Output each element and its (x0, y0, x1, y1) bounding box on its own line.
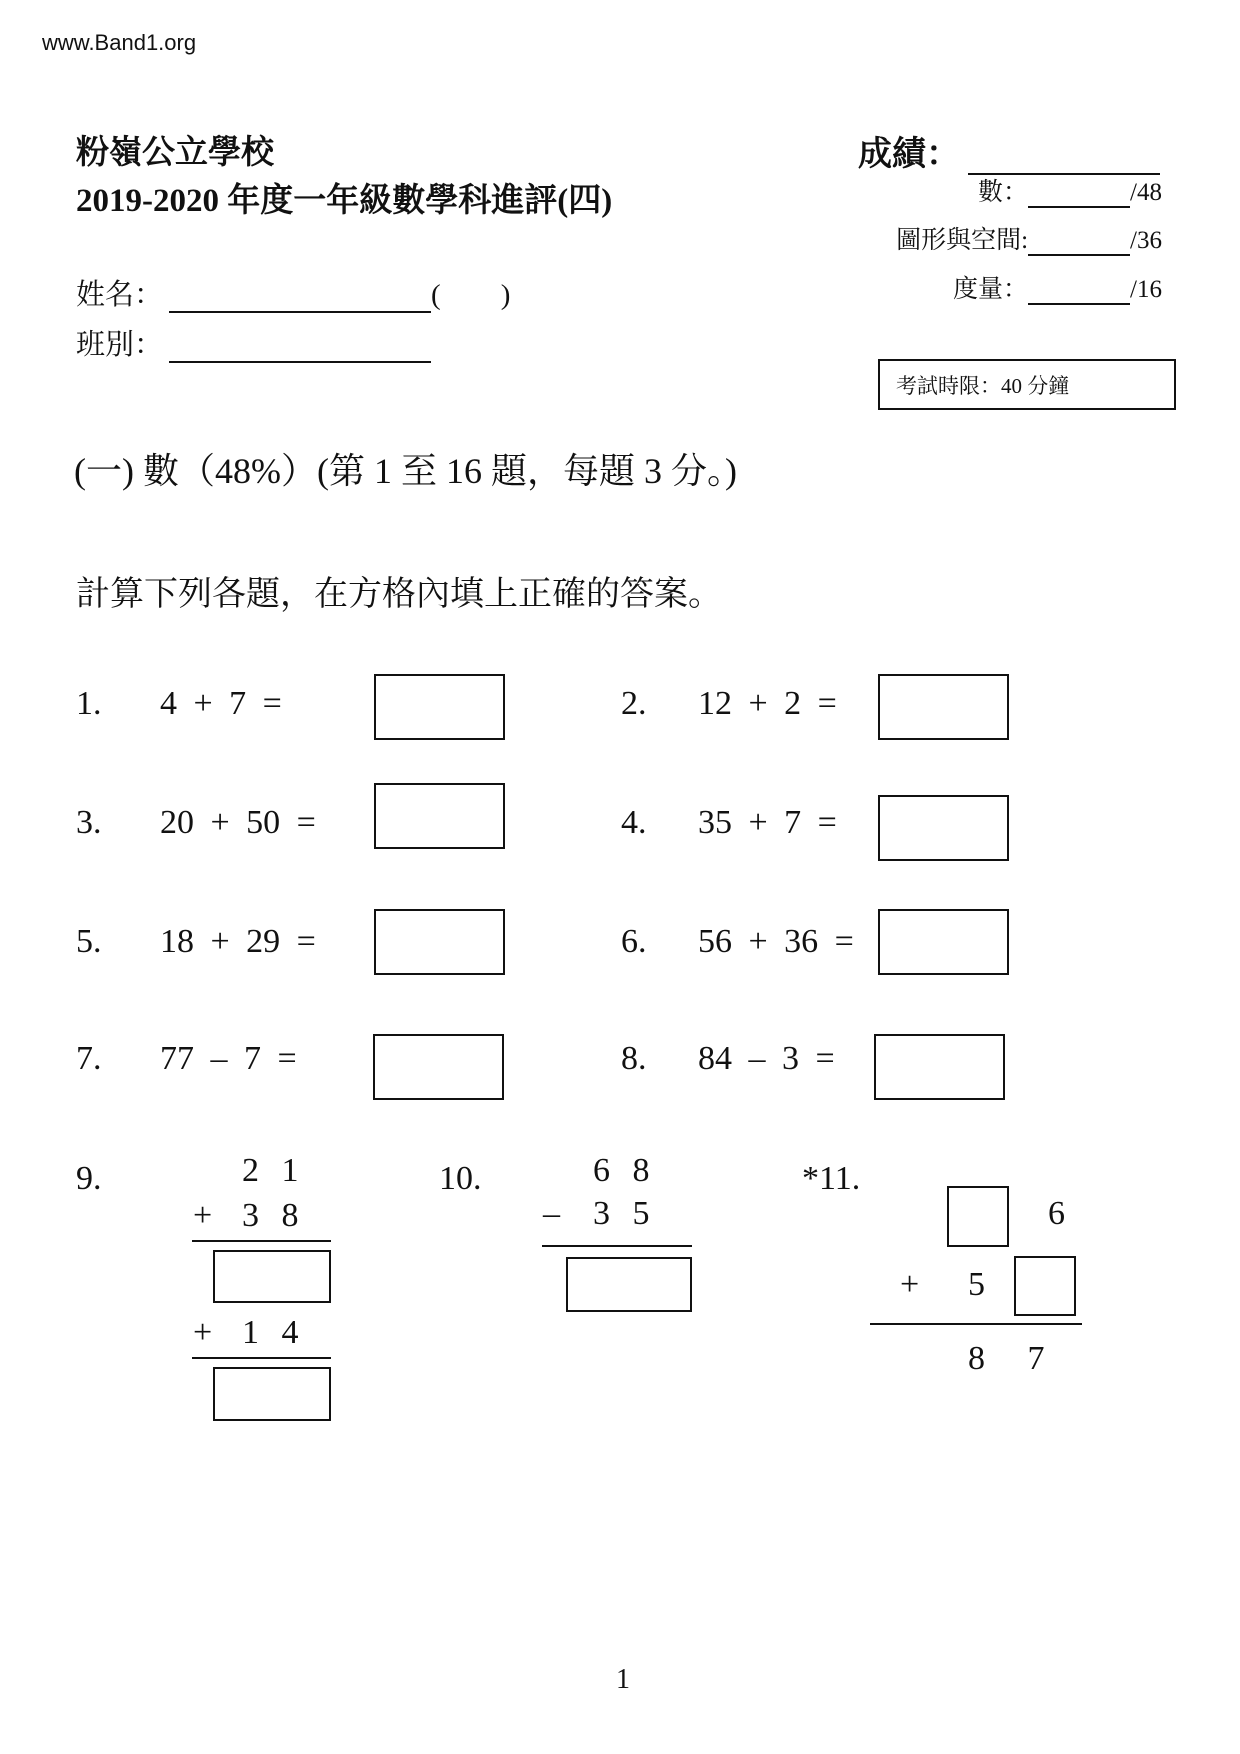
class-field (76, 322, 431, 363)
section-heading: (一) 數（48%）(第 1 至 16 題，每題 3 分。) (74, 451, 737, 491)
site-url: www.Band1.org (42, 30, 197, 55)
question-number: 10. (439, 1160, 482, 1197)
sum-line (870, 1323, 1082, 1325)
answer-box[interactable] (878, 909, 1009, 975)
sum-line (192, 1240, 331, 1242)
school-name: 粉嶺公立學校 (76, 135, 274, 171)
question-number: 9. (76, 1160, 102, 1197)
answer-box[interactable] (566, 1257, 692, 1312)
question-expression: 56 + 36 = (698, 923, 854, 960)
question-number: 6. (621, 923, 647, 960)
subscore-label: 數： (978, 179, 1029, 206)
missing-digit-box[interactable] (1014, 1256, 1076, 1316)
q10-first-number: 6 8 (593, 1152, 650, 1189)
answer-box[interactable] (374, 674, 505, 740)
score-label: 成績： (858, 136, 960, 173)
answer-box[interactable] (874, 1034, 1005, 1100)
question-expression: 84 – 3 = (698, 1040, 835, 1077)
q10-second-number: 3 5 (593, 1195, 650, 1232)
q11-second-digit: 5 (968, 1266, 985, 1303)
name-label: 姓名： (76, 279, 164, 311)
question-number: 2. (621, 685, 647, 722)
answer-box[interactable] (373, 1034, 504, 1100)
question-number: 3. (76, 804, 102, 841)
paren-open: ( (431, 279, 441, 311)
question-expression: 77 – 7 = (160, 1040, 297, 1077)
answer-box[interactable] (213, 1250, 331, 1303)
q11-top-digit: 6 (1048, 1195, 1065, 1232)
paren-close: ) (500, 279, 511, 311)
sum-line (192, 1357, 331, 1359)
name-field (76, 272, 510, 313)
instruction: 計算下列各題，在方格內填上正確的答案。 (76, 576, 722, 613)
question-expression: 20 + 50 = (160, 804, 316, 841)
question-expression: 18 + 29 = (160, 923, 316, 960)
minus-sign: – (543, 1195, 560, 1232)
time-limit-box: 考試時限：40 分鐘 (878, 359, 1176, 410)
name-blank[interactable] (169, 277, 431, 313)
plus-sign: + (900, 1266, 920, 1303)
class-blank[interactable] (169, 327, 431, 363)
difference-line (542, 1245, 692, 1247)
q11-result: 8 7 (968, 1340, 1045, 1377)
class-label: 班別： (76, 329, 164, 361)
question-number: *11. (802, 1160, 861, 1197)
page-number: 1 (616, 1664, 630, 1695)
score-field (858, 126, 1160, 175)
question-number: 4. (621, 804, 647, 841)
question-number: 5. (76, 923, 102, 960)
answer-box[interactable] (374, 783, 505, 849)
plus-sign: + (193, 1197, 213, 1234)
question-number: 7. (76, 1040, 102, 1077)
question-number: 1. (76, 685, 102, 722)
subscore-label: 度量： (953, 276, 1029, 303)
subscore-label: 圖形與空間: (896, 227, 1029, 254)
subscore-measure (953, 269, 1162, 305)
exam-title: 2019-2020 年度一年級數學科進評(四) (76, 183, 613, 219)
answer-box[interactable] (374, 909, 505, 975)
q9-first-number: 2 1 (242, 1152, 299, 1189)
question-expression: 4 + 7 = (160, 685, 282, 722)
subscore-blank[interactable] (1028, 228, 1130, 256)
subscore-max: /48 (1130, 179, 1162, 206)
subscore-max: /36 (1130, 227, 1162, 254)
subscore-blank[interactable] (1028, 180, 1130, 208)
answer-box[interactable] (878, 795, 1009, 861)
subscore-max: /16 (1130, 276, 1162, 303)
q9-second-number: 3 8 (242, 1197, 299, 1234)
answer-box[interactable] (878, 674, 1009, 740)
plus-sign: + (193, 1314, 213, 1351)
question-number: 8. (621, 1040, 647, 1077)
subscore-number (978, 172, 1162, 208)
subscore-blank[interactable] (1028, 277, 1130, 305)
subscore-shape-space (896, 220, 1162, 256)
question-expression: 12 + 2 = (698, 685, 837, 722)
answer-box[interactable] (213, 1367, 331, 1421)
question-expression: 35 + 7 = (698, 804, 837, 841)
score-blank[interactable] (968, 137, 1160, 175)
missing-digit-box[interactable] (947, 1186, 1009, 1247)
q9-third-number: 1 4 (242, 1314, 299, 1351)
